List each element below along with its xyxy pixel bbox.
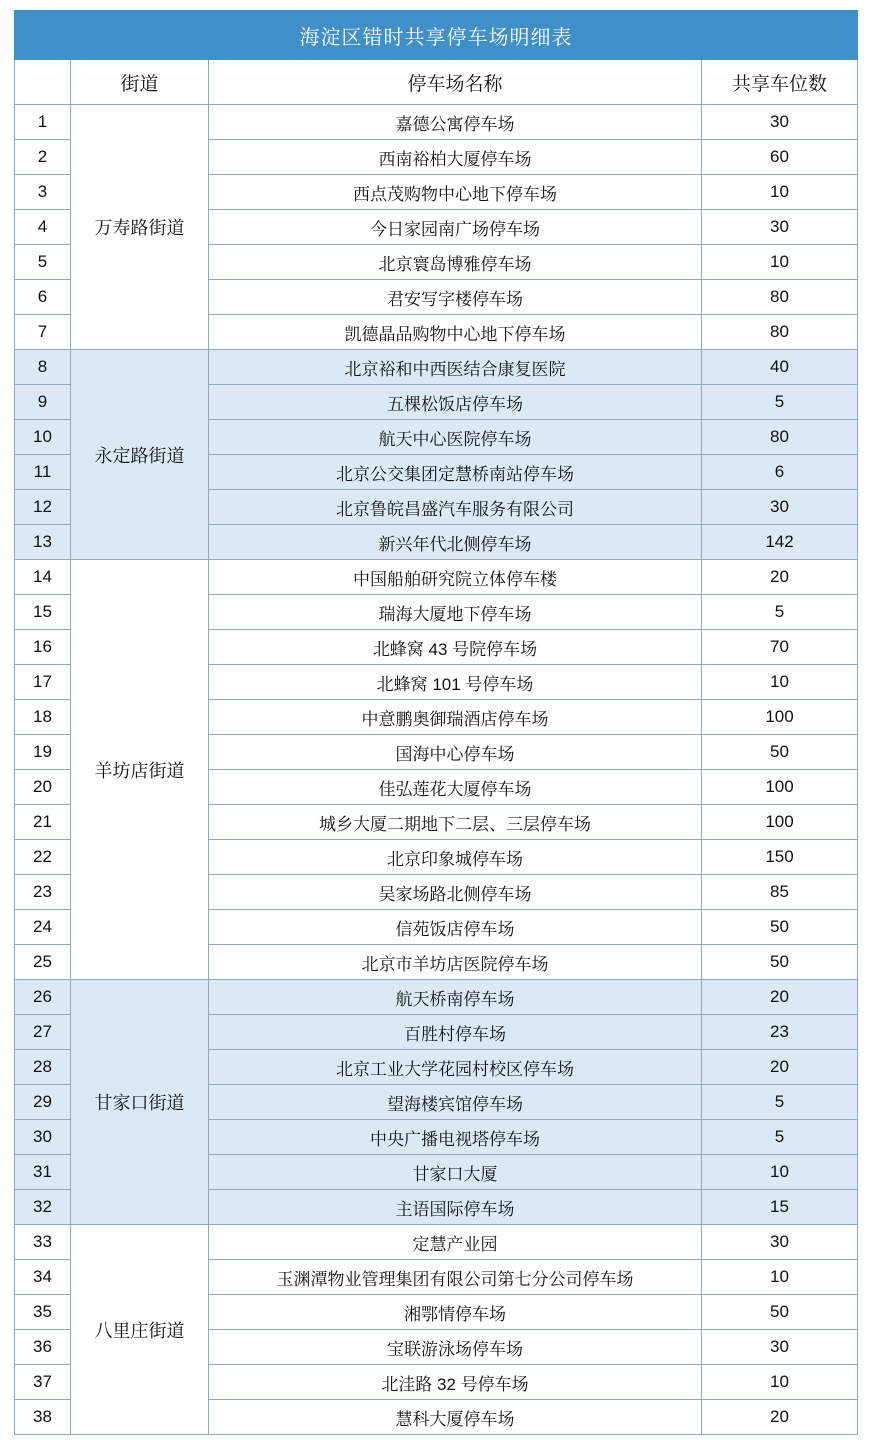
parking-lot-name-cell: 宝联游泳场停车场 (209, 1330, 702, 1365)
street-group-cell: 八里庄街道 (71, 1225, 209, 1435)
shared-space-count-cell: 10 (702, 1260, 858, 1295)
parking-lot-name-cell: 北京印象城停车场 (209, 840, 702, 875)
parking-lot-name-cell: 北京工业大学花园村校区停车场 (209, 1050, 702, 1085)
row-index-cell: 21 (15, 805, 71, 840)
table-row (15, 980, 858, 1015)
row-index-cell: 16 (15, 630, 71, 665)
parking-lot-name-cell: 中国船舶研究院立体停车楼 (209, 560, 702, 595)
parking-lot-name-cell: 望海楼宾馆停车场 (209, 1085, 702, 1120)
shared-space-count-cell: 100 (702, 700, 858, 735)
row-index-cell: 36 (15, 1330, 71, 1365)
row-index-cell: 22 (15, 840, 71, 875)
row-index-cell: 17 (15, 665, 71, 700)
row-index-cell: 29 (15, 1085, 71, 1120)
shared-space-count-cell: 20 (702, 560, 858, 595)
shared-space-count-cell: 100 (702, 770, 858, 805)
row-index-cell: 14 (15, 560, 71, 595)
parking-lot-name-cell: 北京公交集团定慧桥南站停车场 (209, 455, 702, 490)
shared-space-count-cell: 5 (702, 385, 858, 420)
parking-lot-name-cell: 吴家场路北侧停车场 (209, 875, 702, 910)
parking-lot-name-cell: 西南裕柏大厦停车场 (209, 140, 702, 175)
row-index-cell: 2 (15, 140, 71, 175)
row-index-cell: 13 (15, 525, 71, 560)
row-index-cell: 35 (15, 1295, 71, 1330)
shared-space-count-cell: 30 (702, 490, 858, 525)
parking-lot-name-cell: 航天桥南停车场 (209, 980, 702, 1015)
row-index-cell: 37 (15, 1365, 71, 1400)
table-row (15, 1225, 858, 1260)
street-group-cell: 万寿路街道 (71, 105, 209, 350)
street-group-cell: 永定路街道 (71, 350, 209, 560)
row-index-cell: 27 (15, 1015, 71, 1050)
row-index-cell: 33 (15, 1225, 71, 1260)
parking-lot-name-cell: 北蜂窝 101 号停车场 (209, 665, 702, 700)
shared-space-count-cell: 30 (702, 1330, 858, 1365)
row-index-cell: 19 (15, 735, 71, 770)
parking-lot-name-cell: 北洼路 32 号停车场 (209, 1365, 702, 1400)
shared-space-count-cell: 70 (702, 630, 858, 665)
row-index-cell: 24 (15, 910, 71, 945)
row-index-cell: 38 (15, 1400, 71, 1435)
shared-space-count-cell: 80 (702, 420, 858, 455)
row-index-cell: 10 (15, 420, 71, 455)
shared-space-count-cell: 10 (702, 245, 858, 280)
shared-space-count-cell: 50 (702, 735, 858, 770)
row-index-cell: 28 (15, 1050, 71, 1085)
column-header-name: 停车场名称 (209, 60, 702, 105)
row-index-cell: 7 (15, 315, 71, 350)
shared-space-count-cell: 50 (702, 945, 858, 980)
street-group-cell: 甘家口街道 (71, 980, 209, 1225)
parking-lot-name-cell: 君安写字楼停车场 (209, 280, 702, 315)
parking-lot-name-cell: 北京市羊坊店医院停车场 (209, 945, 702, 980)
shared-space-count-cell: 30 (702, 210, 858, 245)
row-index-cell: 15 (15, 595, 71, 630)
column-header-street: 街道 (71, 60, 209, 105)
parking-lot-name-cell: 凯德晶品购物中心地下停车场 (209, 315, 702, 350)
shared-space-count-cell: 5 (702, 1085, 858, 1120)
shared-space-count-cell: 40 (702, 350, 858, 385)
shared-space-count-cell: 150 (702, 840, 858, 875)
parking-lot-name-cell: 航天中心医院停车场 (209, 420, 702, 455)
parking-lot-name-cell: 城乡大厦二期地下二层、三层停车场 (209, 805, 702, 840)
shared-space-count-cell: 50 (702, 1295, 858, 1330)
shared-space-count-cell: 85 (702, 875, 858, 910)
parking-lot-name-cell: 百胜村停车场 (209, 1015, 702, 1050)
parking-lot-name-cell: 甘家口大厦 (209, 1155, 702, 1190)
parking-lot-name-cell: 国海中心停车场 (209, 735, 702, 770)
column-header-index (15, 60, 71, 105)
table-title-row (15, 11, 858, 60)
shared-space-count-cell: 30 (702, 1225, 858, 1260)
table-header-row (15, 60, 858, 105)
parking-lot-name-cell: 中央广播电视塔停车场 (209, 1120, 702, 1155)
shared-space-count-cell: 23 (702, 1015, 858, 1050)
table-row (15, 560, 858, 595)
shared-space-count-cell: 10 (702, 665, 858, 700)
parking-lot-name-cell: 中意鹏奥御瑞酒店停车场 (209, 700, 702, 735)
row-index-cell: 6 (15, 280, 71, 315)
parking-lot-name-cell: 北京裕和中西医结合康复医院 (209, 350, 702, 385)
row-index-cell: 4 (15, 210, 71, 245)
table-row (15, 105, 858, 140)
shared-space-count-cell: 50 (702, 910, 858, 945)
shared-space-count-cell: 20 (702, 980, 858, 1015)
parking-lot-name-cell: 今日家园南广场停车场 (209, 210, 702, 245)
shared-space-count-cell: 15 (702, 1190, 858, 1225)
column-header-count: 共享车位数 (702, 60, 858, 105)
parking-lot-name-cell: 北京鲁皖昌盛汽车服务有限公司 (209, 490, 702, 525)
row-index-cell: 20 (15, 770, 71, 805)
shared-space-count-cell: 6 (702, 455, 858, 490)
parking-lot-name-cell: 玉渊潭物业管理集团有限公司第七分公司停车场 (209, 1260, 702, 1295)
row-index-cell: 34 (15, 1260, 71, 1295)
parking-lot-name-cell: 五棵松饭店停车场 (209, 385, 702, 420)
street-group-cell: 羊坊店街道 (71, 560, 209, 980)
parking-lot-name-cell: 慧科大厦停车场 (209, 1400, 702, 1435)
shared-space-count-cell: 5 (702, 1120, 858, 1155)
shared-space-count-cell: 10 (702, 1155, 858, 1190)
shared-space-count-cell: 20 (702, 1400, 858, 1435)
shared-space-count-cell: 10 (702, 175, 858, 210)
row-index-cell: 25 (15, 945, 71, 980)
parking-lot-name-cell: 主语国际停车场 (209, 1190, 702, 1225)
row-index-cell: 5 (15, 245, 71, 280)
shared-space-count-cell: 10 (702, 1365, 858, 1400)
row-index-cell: 9 (15, 385, 71, 420)
row-index-cell: 8 (15, 350, 71, 385)
page-title: 海淀区错时共享停车场明细表 (15, 11, 858, 60)
shared-space-count-cell: 142 (702, 525, 858, 560)
row-index-cell: 12 (15, 490, 71, 525)
row-index-cell: 26 (15, 980, 71, 1015)
parking-lot-name-cell: 嘉德公寓停车场 (209, 105, 702, 140)
parking-lot-name-cell: 新兴年代北侧停车场 (209, 525, 702, 560)
row-index-cell: 3 (15, 175, 71, 210)
parking-lot-name-cell: 瑞海大厦地下停车场 (209, 595, 702, 630)
shared-space-count-cell: 100 (702, 805, 858, 840)
shared-space-count-cell: 30 (702, 105, 858, 140)
row-index-cell: 23 (15, 875, 71, 910)
shared-space-count-cell: 80 (702, 280, 858, 315)
parking-lot-name-cell: 北京寰岛博雅停车场 (209, 245, 702, 280)
parking-lot-name-cell: 西点茂购物中心地下停车场 (209, 175, 702, 210)
parking-lot-name-cell: 佳弘莲花大厦停车场 (209, 770, 702, 805)
shared-space-count-cell: 5 (702, 595, 858, 630)
row-index-cell: 30 (15, 1120, 71, 1155)
parking-lot-name-cell: 北蜂窝 43 号院停车场 (209, 630, 702, 665)
table-row (15, 350, 858, 385)
parking-lot-name-cell: 定慧产业园 (209, 1225, 702, 1260)
row-index-cell: 32 (15, 1190, 71, 1225)
parking-lot-name-cell: 信苑饭店停车场 (209, 910, 702, 945)
parking-lot-name-cell: 湘鄂情停车场 (209, 1295, 702, 1330)
row-index-cell: 1 (15, 105, 71, 140)
shared-space-count-cell: 20 (702, 1050, 858, 1085)
row-index-cell: 11 (15, 455, 71, 490)
parking-table (14, 10, 858, 1435)
row-index-cell: 18 (15, 700, 71, 735)
row-index-cell: 31 (15, 1155, 71, 1190)
shared-space-count-cell: 80 (702, 315, 858, 350)
shared-space-count-cell: 60 (702, 140, 858, 175)
